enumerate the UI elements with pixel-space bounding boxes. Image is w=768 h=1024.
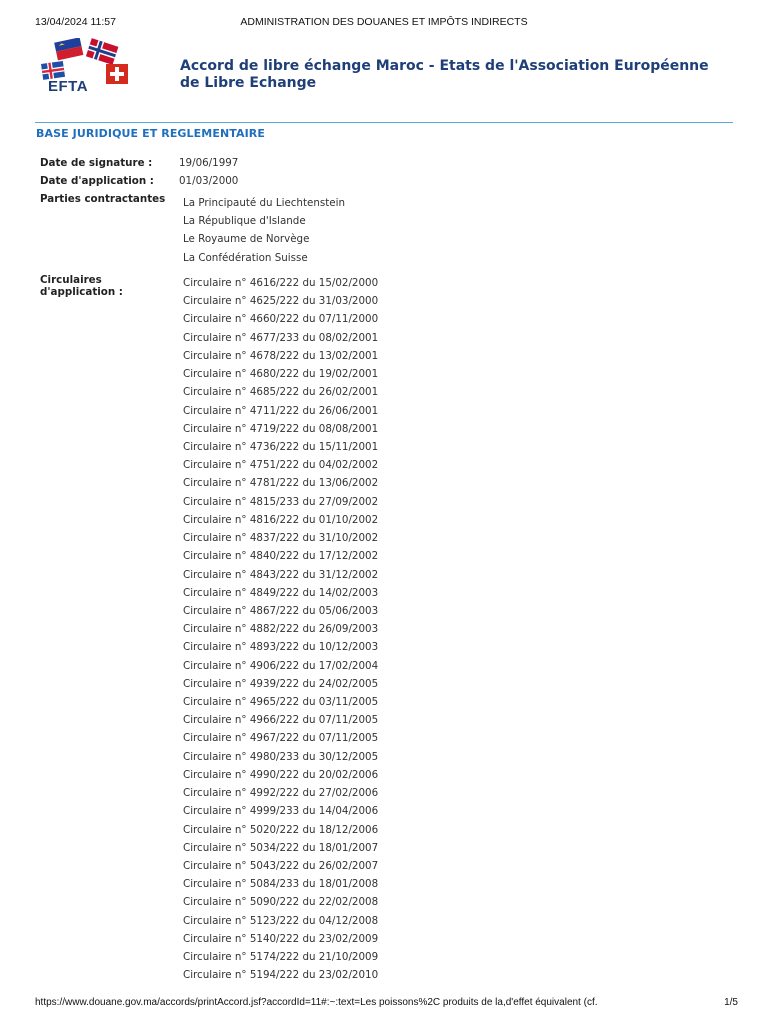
parties-label: Parties contractantes [40, 193, 166, 205]
circulaire-item: Circulaire n° 4992/222 du 27/02/2006 [183, 787, 379, 800]
section-divider [35, 122, 733, 123]
party-item: La République d'Islande [183, 215, 306, 228]
circulaire-item: Circulaire n° 4843/222 du 31/12/2002 [183, 568, 379, 581]
circulaire-item: Circulaire n° 4751/222 du 04/02/2002 [183, 459, 379, 472]
circulaire-item: Circulaire n° 4999/233 du 14/04/2006 [183, 805, 379, 818]
circulaire-item: Circulaire n° 4677/233 du 08/02/2001 [183, 331, 379, 344]
circulaire-item: Circulaire n° 5194/222 du 23/02/2010 [183, 969, 379, 982]
circulaire-item: Circulaire n° 4781/222 du 13/06/2002 [183, 477, 379, 490]
signature-date-value: 19/06/1997 [179, 157, 239, 169]
circulaire-item: Circulaire n° 4685/222 du 26/02/2001 [183, 386, 379, 399]
circulaire-item: Circulaire n° 5084/233 du 18/01/2008 [183, 878, 379, 891]
circulaire-item: Circulaire n° 4867/222 du 05/06/2003 [183, 604, 379, 617]
circulaire-item: Circulaire n° 5174/222 du 21/10/2009 [183, 951, 379, 964]
circulaire-item: Circulaire n° 4893/222 du 10/12/2003 [183, 641, 379, 654]
circulaire-item: Circulaire n° 4980/233 du 30/12/2005 [183, 750, 379, 763]
switzerland-flag-icon [106, 64, 128, 84]
circulaire-item: Circulaire n° 5020/222 du 18/12/2006 [183, 823, 379, 836]
page-title: Accord de libre échange Maroc - Etats de l'Association Européenne de Libre Echange [180, 58, 709, 91]
liechtenstein-flag-icon [54, 38, 83, 60]
section-title: BASE JURIDIQUE ET REGLEMENTAIRE [36, 127, 265, 140]
circulaire-item: Circulaire n° 4990/222 du 20/02/2006 [183, 768, 379, 781]
circulaire-item: Circulaire n° 4967/222 du 07/11/2005 [183, 732, 379, 745]
print-header [35, 16, 733, 30]
circulaire-item: Circulaire n° 4616/222 du 15/02/2000 [183, 277, 379, 289]
circulaire-item: Circulaire n° 4882/222 du 26/09/2003 [183, 623, 379, 636]
circulaire-item: Circulaire n° 4837/222 du 31/10/2002 [183, 532, 379, 545]
circulaire-item: Circulaire n° 5140/222 du 23/02/2009 [183, 932, 379, 945]
circulaire-item: Circulaire n° 4849/222 du 14/02/2003 [183, 586, 379, 599]
print-site-title: ADMINISTRATION DES DOUANES ET IMPÔTS INDIRECTS [240, 16, 528, 28]
circulaire-item: Circulaire n° 4680/222 du 19/02/2001 [183, 368, 379, 381]
circulaire-item: Circulaire n° 5090/222 du 22/02/2008 [183, 896, 379, 909]
footer-url: https://www.douane.gov.ma/accords/printAccord.jsf?accordId=11#:~:text=Les poissons%2C produits de la,d'effet équivalent (cf. [35, 997, 598, 1008]
circulaire-item: Circulaire n° 4965/222 du 03/11/2005 [183, 696, 379, 709]
application-date-value: 01/03/2000 [179, 175, 239, 187]
efta-logo [40, 38, 132, 96]
party-item: Le Royaume de Norvège [183, 233, 310, 246]
party-item: La Principauté du Liechtenstein [183, 197, 345, 209]
signature-date-label: Date de signature : [40, 157, 153, 169]
circulaire-item: Circulaire n° 5034/222 du 18/01/2007 [183, 841, 379, 854]
norway-flag-icon [86, 38, 119, 65]
print-footer [35, 997, 738, 1011]
circulaire-item: Circulaire n° 4678/222 du 13/02/2001 [183, 349, 379, 362]
page-number: 1/5 [724, 997, 738, 1008]
circulaire-item: Circulaire n° 4815/233 du 27/09/2002 [183, 495, 379, 508]
circulaire-item: Circulaire n° 5043/222 du 26/02/2007 [183, 860, 379, 872]
circulaire-item: Circulaire n° 4966/222 du 07/11/2005 [183, 714, 379, 727]
circulaire-item: Circulaire n° 4840/222 du 17/12/2002 [183, 550, 379, 563]
application-date-label: Date d'application : [40, 175, 154, 187]
circulaire-item: Circulaire n° 4711/222 du 26/06/2001 [183, 404, 379, 417]
circulaire-item: Circulaire n° 5123/222 du 04/12/2008 [183, 914, 379, 927]
circulaire-item: Circulaire n° 4816/222 du 01/10/2002 [183, 513, 379, 526]
party-item: La Confédération Suisse [183, 251, 308, 264]
circulaire-item: Circulaire n° 4625/222 du 31/03/2000 [183, 295, 379, 308]
circulaires-label: Circulaires d'application : [40, 274, 123, 298]
circulaire-item: Circulaire n° 4719/222 du 08/08/2001 [183, 422, 379, 435]
print-datetime: 13/04/2024 11:57 [35, 16, 116, 28]
circulaire-item: Circulaire n° 4660/222 du 07/11/2000 [183, 313, 379, 326]
circulaire-item: Circulaire n° 4736/222 du 15/11/2001 [183, 440, 379, 453]
parties-list [183, 197, 345, 270]
circulaires-list [183, 277, 378, 988]
circulaire-item: Circulaire n° 4906/222 du 17/02/2004 [183, 659, 379, 672]
efta-logo-text: EFTA [48, 78, 89, 95]
circulaire-item: Circulaire n° 4939/222 du 24/02/2005 [183, 677, 379, 690]
